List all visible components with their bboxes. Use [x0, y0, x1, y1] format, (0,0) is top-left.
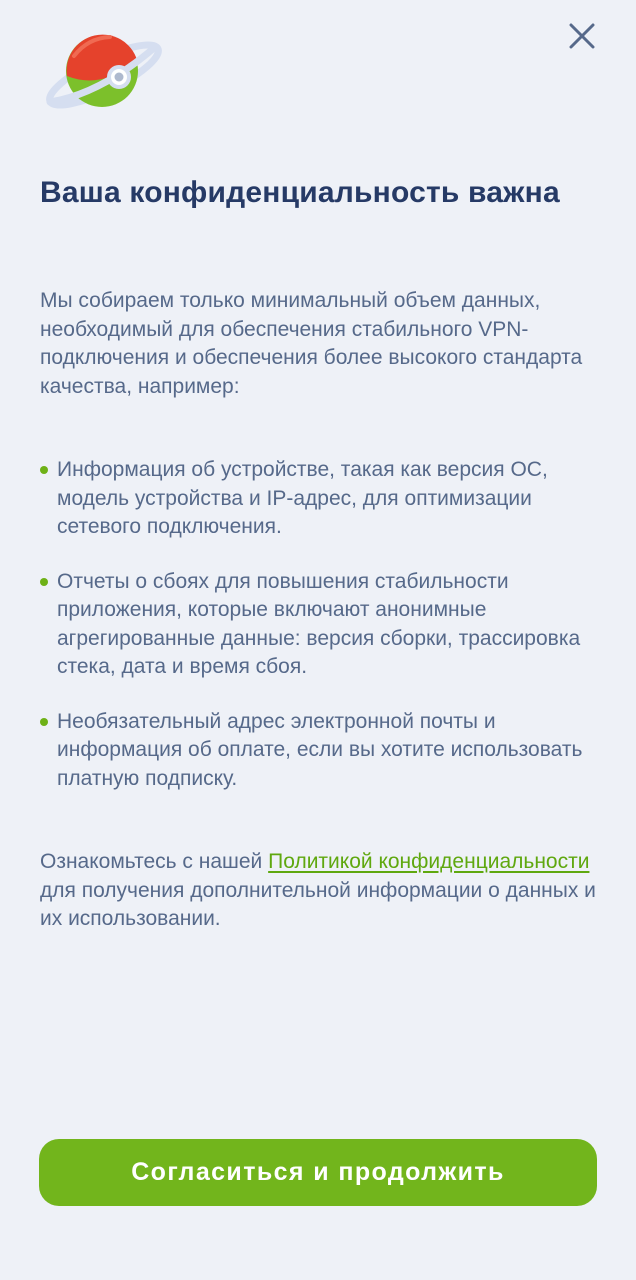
privacy-policy-link[interactable]: Политикой конфиденциальности [268, 850, 590, 873]
policy-prefix-text: Ознакомьтесь с нашей [40, 850, 263, 873]
list-item [40, 456, 596, 542]
intro-text: Мы собираем только минимальный объем данных, необходимый для обеспечения стабильного VPN-подключения и обеспечения более высокого стандарта качества, например: [40, 289, 583, 398]
list-item-text: Необязательный адрес электронной почты и информация об оплате, если вы хотите использовать платную подписку. [57, 709, 583, 790]
bullet-dot-icon [40, 466, 48, 474]
agree-continue-button[interactable]: Согласиться и продолжить [39, 1139, 597, 1206]
planet-logo-icon [40, 20, 164, 124]
list-item [40, 568, 596, 682]
list-item-text: Информация об устройстве, такая как версия ОС, модель устройства и IP-адрес, для оптимизации сетевого подключения. [57, 458, 548, 538]
policy-suffix-text: для получения дополнительной информации о данных и их использовании. [40, 878, 596, 930]
data-collection-list [40, 456, 596, 793]
close-button[interactable] [562, 16, 602, 56]
list-item [40, 708, 596, 794]
close-icon [569, 23, 595, 49]
planet-logo [40, 20, 164, 124]
bullet-dot-icon [40, 578, 48, 586]
bullet-dot-icon [40, 718, 48, 726]
policy-paragraph [40, 848, 596, 934]
list-item-text: Отчеты о сбоях для повышения стабильности приложения, которые включают анонимные агрегированные данные: версия сборки, трассировка стека, дата и время сбоя. [57, 569, 581, 678]
page-title: Ваша конфиденциальность важна [40, 176, 560, 209]
